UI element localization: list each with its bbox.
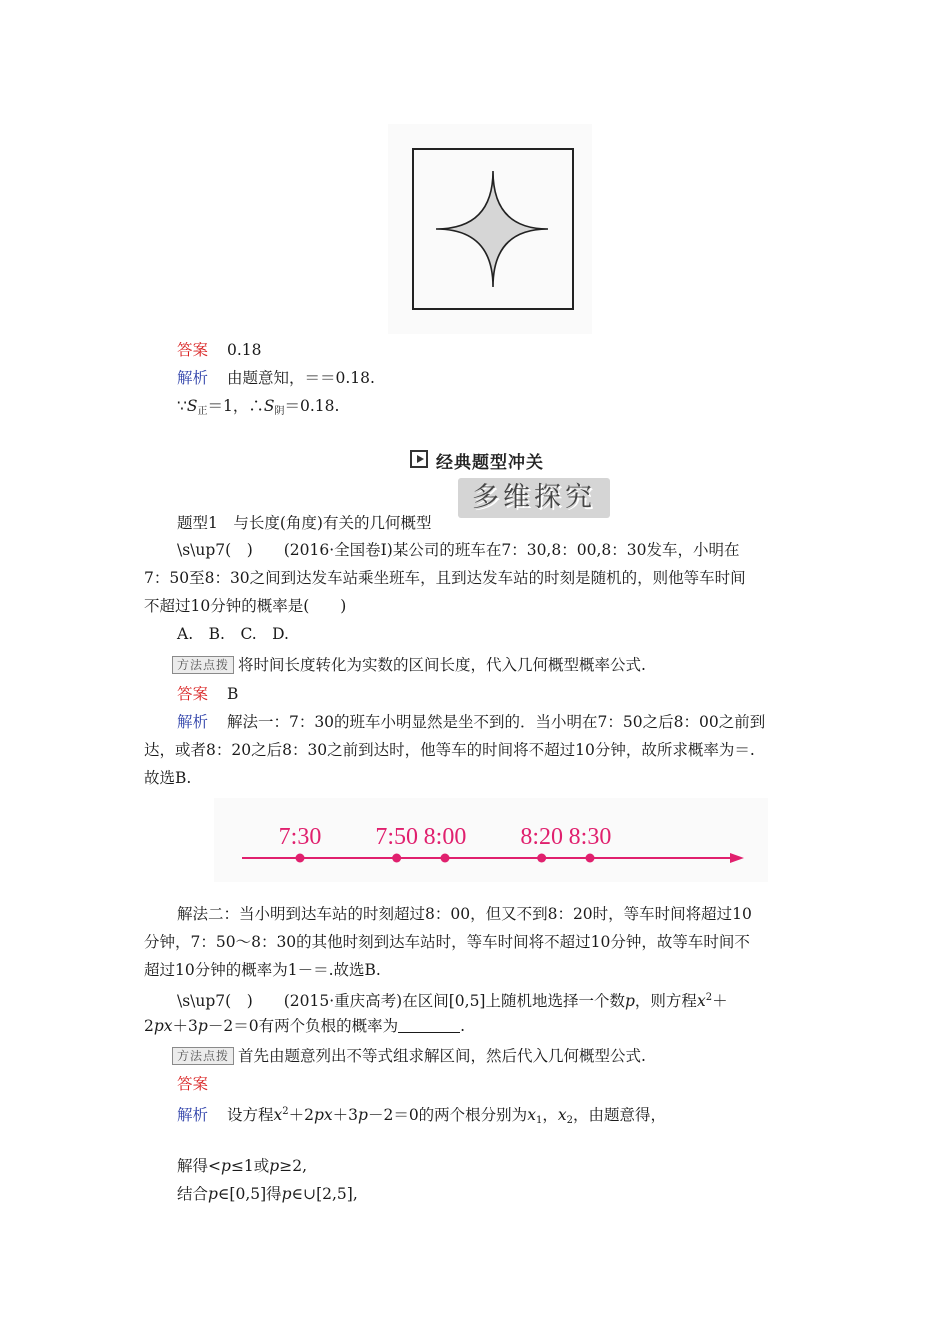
answer-label: 答案	[177, 1075, 209, 1093]
answer-line-3	[177, 1074, 208, 1094]
method-tip-text: 首先由题意列出不等式组求解区间，然后代入几何概型公式.	[238, 1047, 646, 1065]
analysis-2-line-2: 达，或者8：20之后8：30之前到达时，他等车的时间将不超过10分钟，故所求概率为＝.	[144, 741, 755, 759]
astroid-figure-svg	[388, 124, 592, 334]
area-subscript: 阴	[274, 406, 285, 417]
variable-x: x	[273, 1106, 283, 1124]
analysis-text: ＋3	[332, 1106, 359, 1124]
timeline-label: 8:30	[568, 824, 612, 850]
analysis-line-1	[177, 368, 375, 388]
solve-text: ≥2,	[279, 1157, 308, 1175]
analysis-text: 设方程	[226, 1106, 274, 1124]
method-tip-2	[172, 1046, 646, 1066]
timeline-point	[537, 854, 546, 863]
solve-line	[177, 1156, 307, 1176]
method-tip-tag: 方法点拨	[172, 656, 234, 674]
method-tip-tag: 方法点拨	[172, 1047, 234, 1065]
question-text: ＋	[712, 992, 728, 1010]
analysis-line-3	[177, 1102, 666, 1131]
equation-result: ＝0.18.	[284, 397, 340, 415]
timeline-figure	[214, 798, 768, 882]
combine-text: 结合	[177, 1185, 209, 1203]
area-subscript: 正	[197, 406, 208, 417]
variable-px: px	[313, 1106, 333, 1124]
banner-title: 经典题型冲关	[436, 453, 544, 473]
analysis-label: 解析	[177, 713, 209, 731]
question-text: ＋3	[172, 1017, 198, 1035]
method-tip-text: 将时间长度转化为实数的区间长度，代入几何概型概率公式.	[238, 656, 646, 674]
area-symbol: S	[263, 397, 275, 415]
timeline-label: 8:20	[520, 824, 564, 850]
answer-label: 答案	[177, 685, 209, 703]
question-2-line-2	[144, 1016, 465, 1036]
timeline-arrow	[730, 853, 744, 863]
variable-p: p	[197, 1017, 208, 1035]
timeline-point	[296, 854, 305, 863]
section-banner	[410, 448, 640, 522]
exponent: 2	[705, 992, 713, 1003]
because-line	[177, 396, 339, 422]
combine-text: ∈[0,5]得	[217, 1185, 282, 1203]
analysis-text: ，由题意得，	[572, 1106, 666, 1124]
question-1-line-3: 不超过10分钟的概率是( )	[144, 597, 347, 615]
solve-text: ≤1或	[230, 1157, 270, 1175]
analysis-label: 解析	[177, 369, 209, 387]
timeline-point	[392, 854, 401, 863]
play-icon	[410, 450, 428, 468]
method-2-line-2: 分钟，7：50～8：30的其他时刻到达车站时，等车时间将不超过10分钟，故等车时间不	[144, 933, 750, 951]
figure-square-astroid	[388, 124, 592, 334]
analysis-2-line-3: 故选B.	[144, 769, 192, 787]
method-tip-1	[172, 655, 646, 675]
method-2-line-1: 解法二：当小明到达车站的时刻超过8：00，但又不到8：20时，等车时间将超过10	[177, 905, 752, 923]
question-text: 2	[144, 1017, 154, 1035]
variable-p: p	[358, 1106, 368, 1124]
shaded-astroid	[436, 171, 548, 287]
variable-x1: x	[527, 1106, 536, 1124]
timeline-point	[586, 854, 595, 863]
timeline-point	[441, 854, 450, 863]
variable-px: px	[153, 1017, 173, 1035]
answer-value: 0.18	[226, 341, 262, 359]
analysis-text: 解法一：7：30的班车小明显然是坐不到的．当小明在7：50之后8：00之前到	[226, 713, 766, 731]
analysis-text: ＋2	[288, 1106, 314, 1124]
question-text: ，则方程	[634, 992, 697, 1010]
answer-line-2	[177, 684, 238, 704]
type-heading: 题型1 与长度(角度)有关的几何概型	[177, 514, 432, 532]
banner-subtitle: 多维探究	[458, 478, 610, 518]
analysis-text: ，	[542, 1106, 558, 1124]
question-1-line-1: \s\up7( ) (2016·全国卷Ⅰ)某公司的班车在7：30,8：00,8：30发车，小明在	[177, 541, 740, 559]
timeline-label: 7:30	[278, 824, 322, 850]
answer-line-1	[177, 340, 261, 360]
analysis-text: －2＝0的两个根分别为	[367, 1106, 528, 1124]
question-text: .	[460, 1017, 466, 1035]
variable-p: p	[269, 1157, 280, 1175]
answer-label: 答案	[177, 341, 209, 359]
analysis-line-2	[177, 712, 765, 732]
variable-x2: x	[557, 1106, 567, 1124]
because-symbol: ∵	[177, 397, 187, 415]
combine-line	[177, 1184, 358, 1204]
variable-x: x	[696, 992, 706, 1010]
question-text: －2＝0有两个负根的概率为	[207, 1017, 399, 1035]
variable-p: p	[208, 1185, 218, 1203]
variable-p: p	[281, 1185, 292, 1203]
timeline-svg	[214, 798, 768, 882]
therefore-symbol: ∴	[248, 397, 264, 415]
variable-p: p	[221, 1157, 231, 1175]
subscript: 2	[566, 1115, 573, 1126]
question-1-options: A. B. C. D.	[177, 625, 289, 643]
exponent: 2	[282, 1106, 289, 1117]
question-2-line-1	[177, 988, 728, 1011]
subscript: 1	[535, 1115, 543, 1126]
timeline-label: 8:00	[423, 824, 467, 850]
method-2-line-3: 超过10分钟的概率为1－＝.故选B.	[144, 961, 381, 979]
timeline-label: 7:50	[375, 824, 419, 850]
question-1-line-2: 7：50至8：30之间到达发车站乘坐班车，且到达发车站的时刻是随机的，则他等车时间	[144, 569, 746, 587]
answer-value: B	[226, 685, 239, 703]
combine-text: ∈∪[2,5],	[291, 1185, 358, 1203]
equation-part: ＝1，	[207, 397, 249, 415]
area-symbol: S	[186, 397, 198, 415]
variable-p: p	[624, 992, 635, 1010]
solve-text: 解得<	[177, 1157, 221, 1175]
analysis-label: 解析	[177, 1106, 209, 1124]
question-text: \s\up7( ) (2015·重庆高考)在区间[0,5]上随机地选择一个数	[177, 992, 625, 1010]
analysis-text: 由题意知，＝＝0.18.	[226, 369, 375, 387]
answer-blank	[398, 1018, 460, 1033]
